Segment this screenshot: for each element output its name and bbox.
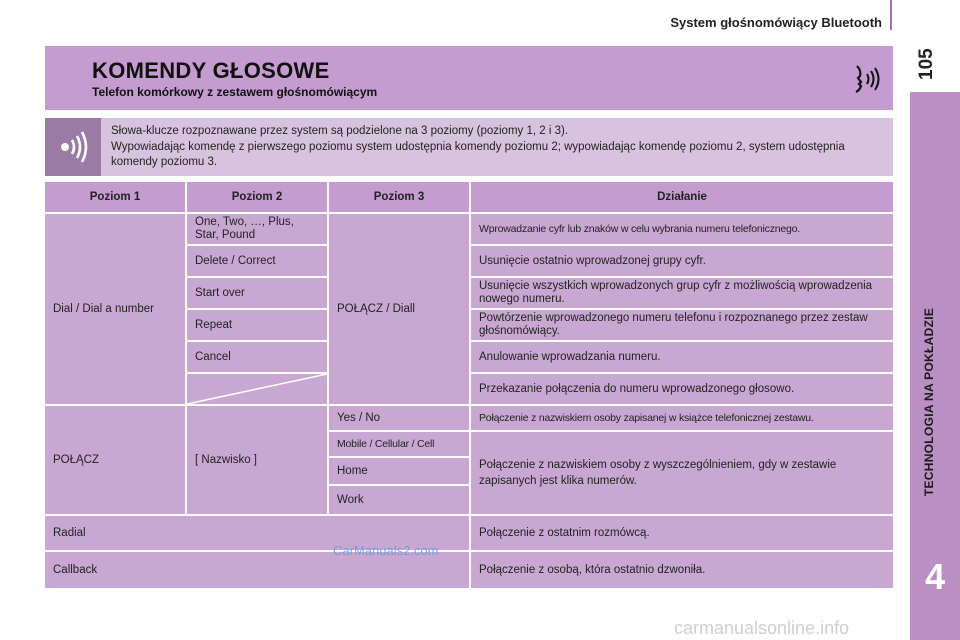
dial-level-2-empty xyxy=(187,374,327,404)
header-divider xyxy=(890,0,892,30)
connect-level-3-work: Work xyxy=(329,486,469,514)
dial-level-2-digits: One, Two, …, Plus, Star, Pound xyxy=(187,214,327,244)
radial-action: Połączenie z ostatnim rozmówcą. xyxy=(471,516,893,550)
chapter-label: TECHNOLOGIA NA POKŁADZIE xyxy=(922,307,936,497)
callback-action: Połączenie z osobą, która ostatnio dzwoniła. xyxy=(471,552,893,588)
connect-action-yesno: Połączenie z nazwiskiem osoby zapisanej w książce telefonicznej zestawu. xyxy=(471,406,893,430)
header-level-1: Poziom 1 xyxy=(45,182,185,212)
intro-line-2: Wypowiadając komendę z pierwszego poziomu system udostępnia komendy poziomu 2; wypowiadając komendę poziomu 2, system udostępnia komendy poziomu 3. xyxy=(111,140,845,168)
watermark-carmanualsonline: carmanualsonline.info xyxy=(674,618,850,638)
callback-label: Callback xyxy=(45,552,469,588)
header-level-3: Poziom 3 xyxy=(329,182,469,212)
dial-level-3: POŁĄCZ / Diall xyxy=(329,214,469,404)
dial-action-transfer: Przekazanie połączenia do numeru wprowadzonego głosowo. xyxy=(471,374,893,404)
page-title: KOMENDY GŁOSOWE xyxy=(92,58,330,83)
section-title: System głośnomówiący Bluetooth xyxy=(670,15,882,30)
page-subtitle: Telefon komórkowy z zestawem głośnomówiącym xyxy=(92,85,378,99)
dial-level-2-repeat: Repeat xyxy=(187,310,327,340)
header-action: Działanie xyxy=(471,182,893,212)
intro-panel xyxy=(45,118,893,176)
dial-level-2-delete: Delete / Correct xyxy=(187,246,327,276)
connect-level-2: [ Nazwisko ] xyxy=(187,406,327,514)
dial-level-1: Dial / Dial a number xyxy=(45,214,185,404)
dial-action-delete: Usunięcie ostatnio wprowadzonej grupy cyfr. xyxy=(471,246,893,276)
connect-level-1: POŁĄCZ xyxy=(45,406,185,514)
section-banner xyxy=(45,46,893,110)
empty-cell-diagonal xyxy=(187,374,327,404)
connect-level-3-yesno: Yes / No xyxy=(329,406,469,430)
connect-level-3-home: Home xyxy=(329,458,469,484)
header-level-2: Poziom 2 xyxy=(187,182,327,212)
voice-waves-icon xyxy=(45,118,101,176)
intro-icon-box xyxy=(45,118,101,176)
radial-label: Radial xyxy=(45,516,469,550)
page-number: 105 xyxy=(916,48,937,80)
watermark-carmanuals2: CarManuals2.com xyxy=(333,543,439,558)
dial-action-repeat: Powtórzenie wprowadzonego numeru telefonu i rozpoznanego przez zestaw głośnomówiący. xyxy=(471,310,893,340)
dial-level-2-cancel: Cancel xyxy=(187,342,327,372)
intro-text xyxy=(111,124,881,171)
dial-level-2-startover: Start over xyxy=(187,278,327,308)
connect-action-options: Połączenie z nazwiskiem osoby z wyszczególnieniem, gdy w zestawie zapisanych jest klika numerów. xyxy=(471,432,893,514)
chapter-number: 4 xyxy=(924,556,946,597)
dial-action-cancel: Anulowanie wprowadzania numeru. xyxy=(471,342,893,372)
voice-command-icon xyxy=(847,62,883,96)
connect-level-3-mobile: Mobile / Cellular / Cell xyxy=(329,432,469,456)
intro-line-1: Słowa-klucze rozpoznawane przez system są podzielone na 3 poziomy (poziomy 1, 2 i 3). xyxy=(111,125,569,137)
dial-action-digits: Wprowadzanie cyfr lub znaków w celu wybrania numeru telefonicznego. xyxy=(471,214,893,244)
voice-commands-table xyxy=(45,182,893,588)
dial-action-startover: Usunięcie wszystkich wprowadzonych grup cyfr z możliwością wprowadzenia nowego numeru. xyxy=(471,278,893,308)
